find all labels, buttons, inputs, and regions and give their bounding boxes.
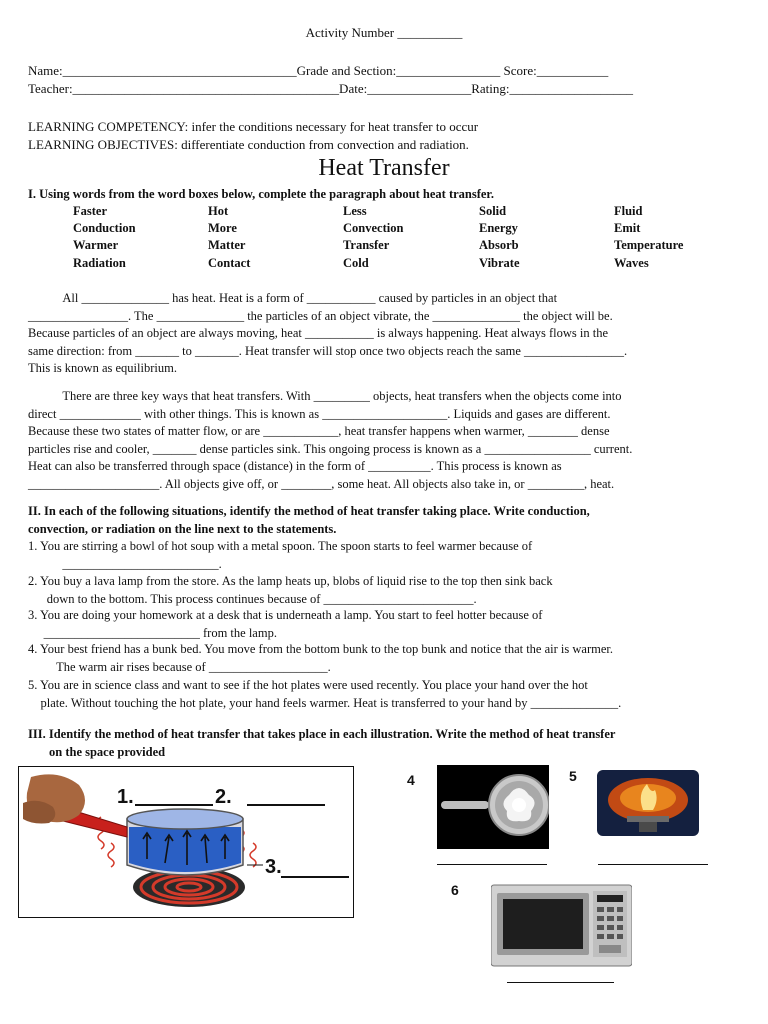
microwave-image: [491, 883, 632, 968]
part3-instruction-line: III. Identify the method of heat transfer that takes place in each illustration. Write the method of heat transfer: [28, 727, 616, 741]
question-1: [28, 538, 748, 573]
teacher-line: Teacher:_________________________________________Date:________________Rating:___________________: [28, 81, 633, 96]
label-3: 3.: [265, 856, 282, 878]
activity-number: Activity Number __________: [305, 25, 463, 40]
question-text: _________________________ from the lamp.: [28, 625, 277, 640]
word: Waves: [614, 256, 649, 270]
word: Contact: [208, 256, 251, 270]
part1-instruction: I. Using words from the word boxes below, complete the paragraph about heat transfer.: [28, 187, 494, 201]
word: Fluid: [614, 204, 643, 218]
paragraph-line: There are three key ways that heat transfers. With _________ objects, heat transfers when the objects come into: [28, 389, 622, 403]
question-5: [28, 677, 748, 712]
word: Conduction: [73, 221, 136, 235]
part2-instruction: [28, 503, 590, 538]
figure-number-5: 5: [569, 768, 577, 784]
question-text: 4. Your best friend has a bunk bed. You move from the bottom bunk to the top bunk and notice that the air is warmer.: [28, 642, 613, 656]
word: Absorb: [479, 238, 519, 252]
pot: [127, 809, 243, 875]
word: More: [208, 221, 237, 235]
paragraph-line: This is known as equilibrium.: [28, 361, 177, 375]
question-text: 3. You are doing your homework at a desk that is underneath a lamp. You start to feel hotter because of: [28, 608, 543, 622]
answer-line-4[interactable]: [437, 864, 547, 865]
paragraph-line: Because these two states of matter flow, or are ____________, heat transfer happens when warmer, ________ dense: [28, 424, 610, 438]
word: Transfer: [343, 238, 390, 252]
word: Warmer: [73, 238, 119, 252]
part2-instruction-line: convection, or radiation on the line next to the statements.: [28, 521, 337, 536]
paragraph-line: Heat can also be transferred through space (distance) in the form of __________. This process is known as: [28, 459, 562, 473]
paragraph-line: particles rise and cooler, _______ dense particles sink. This ongoing process is known as a _________________ current.: [28, 441, 633, 456]
question-text: 2. You buy a lava lamp from the store. As the lamp heats up, blobs of liquid rise to the top then sink back: [28, 574, 553, 588]
word: Radiation: [73, 256, 126, 270]
pot-drawing: [19, 767, 353, 917]
question-text: 5. You are in science class and want to see if the hot plates were used recently. You place your hand over the hot: [28, 678, 588, 692]
stove-fire-image: [597, 770, 699, 836]
word: Solid: [479, 204, 507, 218]
question-text: plate. Without touching the hot plate, your hand feels warmer. Heat is transferred to your hand by ______________.: [28, 695, 622, 710]
word: Vibrate: [479, 256, 520, 270]
label-2: 2.: [215, 786, 232, 808]
paragraph-line: All ______________ has heat. Heat is a form of ___________ caused by particles in an object that: [28, 291, 558, 305]
word: Temperature: [614, 238, 684, 252]
answer-line-6[interactable]: [507, 982, 614, 983]
paragraph-line: same direction: from _______ to _______. Heat transfer will stop once two objects reach the same ________________.: [28, 343, 628, 358]
question-3: [28, 607, 748, 642]
part3-instruction-line: on the space provided: [49, 744, 166, 759]
word: Energy: [479, 221, 518, 235]
paragraph-1: [28, 290, 740, 378]
part2-instruction-line: II. In each of the following situations, identify the method of heat transfer taking place. Write conduction,: [28, 504, 590, 518]
name-line: Name:____________________________________Grade and Section:________________ Score:___________: [28, 63, 609, 78]
hand-holding-handle: [23, 774, 127, 837]
paragraph-line: Because particles of an object are always moving, heat ___________ is always happening. Heat always flows in the: [28, 326, 609, 340]
paragraph-2: [28, 388, 740, 493]
question-2: [28, 573, 748, 608]
pot-illustration: [18, 766, 354, 918]
word: Matter: [208, 238, 246, 252]
word: Faster: [73, 204, 108, 218]
paragraph-line: direct _____________ with other things. This is known as ____________________. Liquids and gases are different.: [28, 406, 611, 421]
paragraph-line: ________________. The ______________ the particles of an object vibrate, the ______________ the object will be.: [28, 308, 613, 323]
word: Convection: [343, 221, 404, 235]
question-text: down to the bottom. This process continues because of ________________________.: [28, 591, 477, 606]
question-text: _________________________.: [28, 556, 222, 571]
question-4: [28, 641, 748, 676]
word: Less: [343, 204, 367, 218]
page-title: Heat Transfer: [318, 155, 450, 181]
part3-instruction: [28, 726, 615, 761]
figure-number-6: 6: [451, 882, 459, 898]
frying-pan-image: [437, 765, 549, 849]
learning-competency: LEARNING COMPETENCY: infer the conditions necessary for heat transfer to occur: [28, 119, 479, 134]
label-1: 1.: [117, 786, 134, 808]
word: Hot: [208, 204, 229, 218]
word: Cold: [343, 256, 369, 270]
answer-line-5[interactable]: [598, 864, 708, 865]
word: Emit: [614, 221, 641, 235]
question-text: The warm air rises because of ___________________.: [28, 659, 331, 674]
question-text: 1. You are stirring a bowl of hot soup with a metal spoon. The spoon starts to feel warmer because of: [28, 539, 533, 553]
paragraph-line: _____________________. All objects give off, or ________, some heat. All objects also take in, or _________, heat.: [28, 476, 615, 491]
learning-objectives: LEARNING OBJECTIVES: differentiate conduction from convection and radiation.: [28, 137, 469, 152]
figure-number-4: 4: [407, 772, 415, 788]
